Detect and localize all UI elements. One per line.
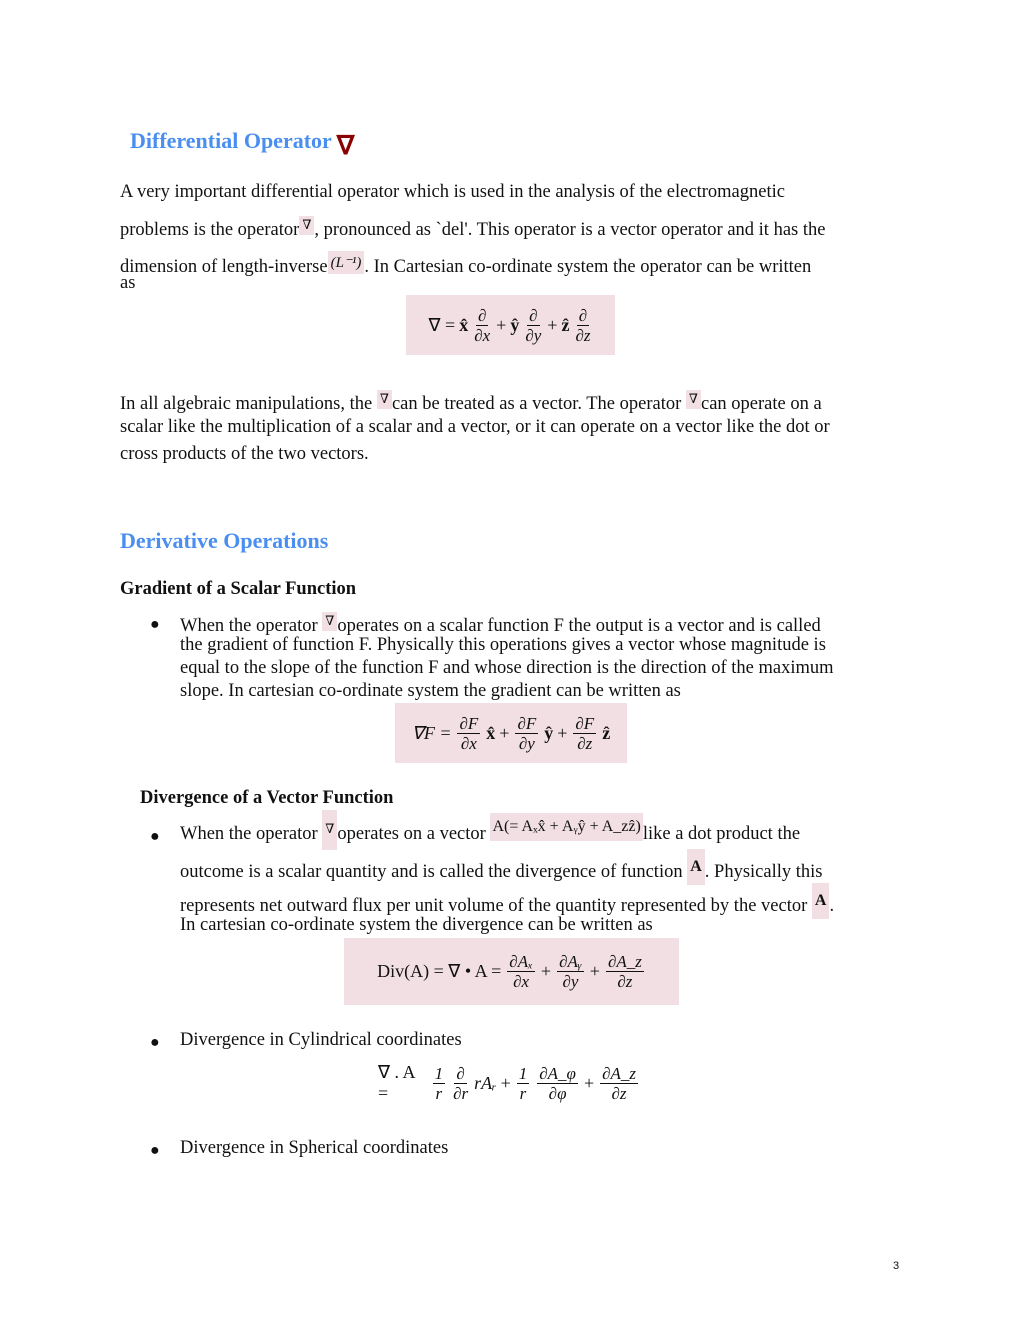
- gradient-equation: [395, 703, 627, 763]
- nabla-symbol: ∇: [322, 810, 337, 850]
- plus: +: [500, 1072, 511, 1093]
- text: , pronounced as `del'. This operator is a vector operator and it has the: [314, 220, 826, 240]
- eq-lhs: ∇F =: [411, 722, 452, 743]
- para-line: scalar like the multiplication of a scalar and a vector, or it can operate on a vector like the dot or: [120, 417, 830, 437]
- heading-text: Differential Operator: [130, 128, 332, 153]
- nabla-symbol: ∇: [686, 390, 701, 409]
- den: ∂r: [453, 1083, 469, 1103]
- num: 1: [434, 1063, 444, 1083]
- fraction: [537, 1064, 578, 1103]
- unit-z: ẑ: [602, 722, 611, 743]
- text: like a dot product the: [642, 824, 801, 844]
- bullet-icon: ●: [150, 828, 160, 845]
- divergence-equation: [344, 938, 679, 1005]
- num: ∂: [529, 305, 538, 325]
- den: ∂x: [474, 325, 491, 345]
- unit-x: x̂: [486, 722, 496, 743]
- den: r: [435, 1083, 443, 1103]
- nabla-icon: ∇: [336, 131, 355, 160]
- num: ∂F: [517, 713, 537, 733]
- para-line: In cartesian co-ordinate system the divergence can be written as: [180, 915, 653, 935]
- num: ∂A_φ: [539, 1063, 576, 1083]
- vector-a-symbol: A: [687, 849, 705, 885]
- nabla-symbol: ∇: [377, 390, 392, 409]
- den: ∂z: [575, 325, 591, 345]
- num: ∂: [456, 1063, 465, 1083]
- para-line: as: [120, 273, 136, 293]
- text: .: [829, 896, 835, 916]
- para-line: [120, 390, 822, 415]
- den: r: [519, 1083, 527, 1103]
- num: ∂: [578, 305, 588, 325]
- num: ∂Aᵧ: [559, 952, 582, 971]
- vector-a-definition: A(= Aₓx̂ + Aᵧŷ + A_zẑ): [490, 813, 642, 841]
- heading-differential-operator: [130, 128, 354, 161]
- vector-a-symbol: A: [812, 883, 830, 919]
- text: . In Cartesian co-ordinate system the operator can be written: [364, 257, 812, 277]
- unit-x: x̂: [459, 314, 469, 335]
- text: When the operator: [180, 616, 318, 636]
- fraction: [557, 952, 584, 991]
- plus: +: [583, 1072, 595, 1093]
- plus: +: [499, 722, 510, 743]
- fraction: [433, 1064, 446, 1103]
- subheading-divergence: Divergence of a Vector Function: [140, 788, 394, 808]
- para-line: cross products of the two vectors.: [120, 444, 369, 464]
- fraction: [517, 1064, 530, 1103]
- para-line: [180, 810, 800, 852]
- para-line: A very important differential operator which is used in the analysis of the electromagnetic: [120, 182, 785, 202]
- para-line: [120, 251, 811, 278]
- bullet-icon: ●: [150, 1034, 160, 1051]
- dimension-symbol: (L⁻¹): [328, 251, 365, 274]
- subheading-gradient: Gradient of a Scalar Function: [120, 579, 357, 599]
- para-line: [120, 216, 825, 241]
- text: problems is the operator: [120, 220, 300, 240]
- nabla-symbol: ∇: [299, 216, 314, 235]
- den: ∂y: [562, 972, 579, 991]
- plus: +: [589, 961, 600, 981]
- num: ∂F: [575, 713, 595, 733]
- nabla-symbol: ∇: [322, 612, 337, 631]
- fraction: [507, 952, 535, 991]
- text: . Physically this: [704, 862, 823, 882]
- den: ∂z: [617, 972, 633, 991]
- plus: +: [557, 722, 568, 743]
- eq-lhs: ∇ =: [428, 314, 456, 335]
- text: operates on a vector: [337, 824, 486, 844]
- fraction: [457, 714, 480, 753]
- num: ∂Aₓ: [509, 952, 533, 971]
- text: outcome is a scalar quantity and is called the divergence of function: [180, 862, 683, 882]
- text: When the operator: [180, 824, 318, 844]
- para-line: [180, 612, 821, 637]
- den: ∂x: [513, 972, 530, 991]
- den: ∂z: [577, 733, 593, 753]
- text: dimension of length-inverse: [120, 257, 328, 277]
- fraction: [525, 306, 541, 345]
- para-line: the gradient of function F. Physically this operations gives a vector whose magnitude is: [180, 635, 826, 655]
- heading-derivative-operations: Derivative Operations: [120, 528, 329, 553]
- cylindrical-divergence-equation: [378, 1058, 640, 1108]
- den: ∂y: [518, 733, 535, 753]
- fraction: [474, 306, 490, 345]
- den: ∂x: [460, 733, 477, 753]
- bullet-icon: ●: [150, 616, 160, 633]
- den: ∂y: [525, 325, 542, 345]
- term: rAᵣ: [474, 1072, 497, 1093]
- fraction: [575, 306, 590, 345]
- unit-y: ŷ: [544, 722, 554, 743]
- page-number: 3: [893, 1260, 900, 1272]
- fraction: [600, 1064, 638, 1103]
- text: In all algebraic manipulations, the: [120, 394, 373, 414]
- eq-lhs: ∇ . A =: [378, 1062, 415, 1103]
- num: ∂: [477, 305, 487, 325]
- num: ∂A_z: [607, 952, 642, 971]
- text: represents net outward flux per unit volume of the quantity represented by the vector: [180, 896, 808, 916]
- num: 1: [518, 1063, 528, 1083]
- plus: +: [496, 314, 507, 335]
- cylindrical-label: Divergence in Cylindrical coordinates: [180, 1030, 462, 1050]
- text: can be treated as a vector. The operator: [391, 394, 682, 414]
- fraction: [606, 952, 644, 991]
- text: can operate on a: [700, 394, 822, 414]
- nabla-cartesian-equation: [406, 295, 615, 355]
- plus: +: [540, 961, 552, 981]
- den: ∂φ: [548, 1083, 567, 1103]
- spherical-label: Divergence in Spherical coordinates: [180, 1138, 449, 1158]
- text: operates on a scalar function F the output is a vector and is called: [337, 616, 821, 636]
- unit-z: ẑ: [561, 314, 570, 335]
- eq-lhs: Div(A) = ∇ • A =: [377, 961, 502, 981]
- num: ∂F: [459, 713, 479, 733]
- fraction: [573, 714, 596, 753]
- unit-y: ŷ: [510, 314, 520, 335]
- bullet-icon: ●: [150, 1142, 160, 1159]
- den: ∂z: [611, 1083, 627, 1103]
- fraction: [453, 1064, 468, 1103]
- para-line: equal to the slope of the function F and whose direction is the direction of the maximum: [180, 658, 834, 678]
- num: ∂A_z: [602, 1063, 636, 1083]
- plus: +: [547, 314, 558, 335]
- fraction: [515, 714, 538, 753]
- para-line: slope. In cartesian co-ordinate system the gradient can be written as: [180, 681, 681, 701]
